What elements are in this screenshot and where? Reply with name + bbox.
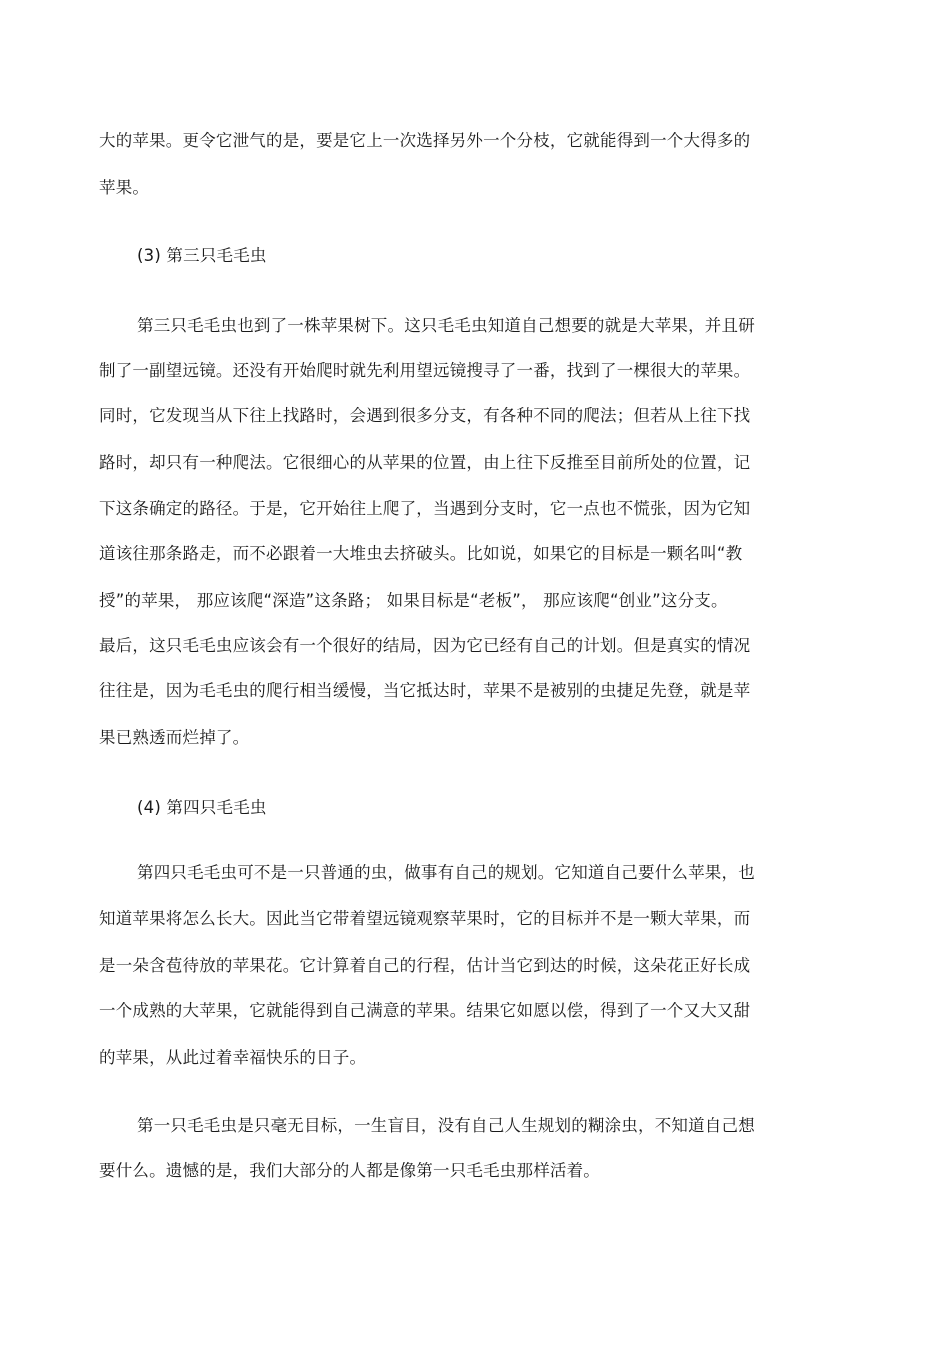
paragraph-line: 制了一副望远镜。还没有开始爬时就先利用望远镜搜寻了一番，找到了一棵很大的苹果。: [99, 361, 751, 380]
paragraph-line: 要什么。遗憾的是，我们大部分的人都是像第一只毛毛虫那样活着。: [99, 1161, 600, 1180]
paragraph-line: 第四只毛毛虫可不是一只普通的虫，做事有自己的规划。它知道自己要什么苹果，也: [137, 863, 755, 882]
paragraph-line: 果已熟透而烂掉了。: [99, 728, 250, 747]
paragraph-line: 同时，它发现当从下往上找路时，会遇到很多分支，有各种不同的爬法；但若从上往下找: [99, 406, 751, 425]
paragraph-line: 苹果。: [99, 178, 150, 197]
paragraph-line: 路时，却只有一种爬法。它很细心的从苹果的位置，由上往下反推至目前所处的位置，记: [99, 453, 751, 472]
paragraph-line: 是一朵含苞待放的苹果花。它计算着自己的行程，估计当它到达的时候，这朵花正好长成: [99, 956, 751, 975]
paragraph-line: 往往是，因为毛毛虫的爬行相当缓慢，当它抵达时，苹果不是被别的虫捷足先登，就是苹: [99, 681, 751, 700]
paragraph-line: 的苹果，从此过着幸福快乐的日子。: [99, 1048, 367, 1067]
paragraph-line: 最后，这只毛毛虫应该会有一个很好的结局，因为它已经有自己的计划。但是真实的情况: [99, 636, 751, 655]
paragraph-line: 授”的苹果， 那应该爬“深造”这条路； 如果目标是“老板”， 那应该爬“创业”这分支。: [99, 591, 728, 610]
paragraph-line: 一个成熟的大苹果，它就能得到自己满意的苹果。结果它如愿以偿，得到了一个又大又甜: [99, 1001, 751, 1020]
paragraph-line: 第三只毛毛虫也到了一株苹果树下。这只毛毛虫知道自己想要的就是大苹果，并且研: [137, 316, 755, 335]
paragraph-line: 大的苹果。更令它泄气的是，要是它上一次选择另外一个分枝，它就能得到一个大得多的: [99, 131, 751, 150]
paragraph-line: 道该往那条路走，而不必跟着一大堆虫去挤破头。比如说，如果它的目标是一颗名叫“教: [99, 544, 743, 563]
paragraph-line: 第一只毛毛虫是只毫无目标，一生盲目，没有自己人生规划的糊涂虫，不知道自己想: [137, 1116, 755, 1135]
section-heading-3: (3) 第三只毛毛虫: [137, 246, 267, 265]
paragraph-line: 知道苹果将怎么长大。因此当它带着望远镜观察苹果时，它的目标并不是一颗大苹果，而: [99, 909, 751, 928]
paragraph-line: 下这条确定的路径。于是，它开始往上爬了，当遇到分支时，它一点也不慌张，因为它知: [99, 499, 751, 518]
section-heading-4: (4) 第四只毛毛虫: [137, 798, 267, 817]
